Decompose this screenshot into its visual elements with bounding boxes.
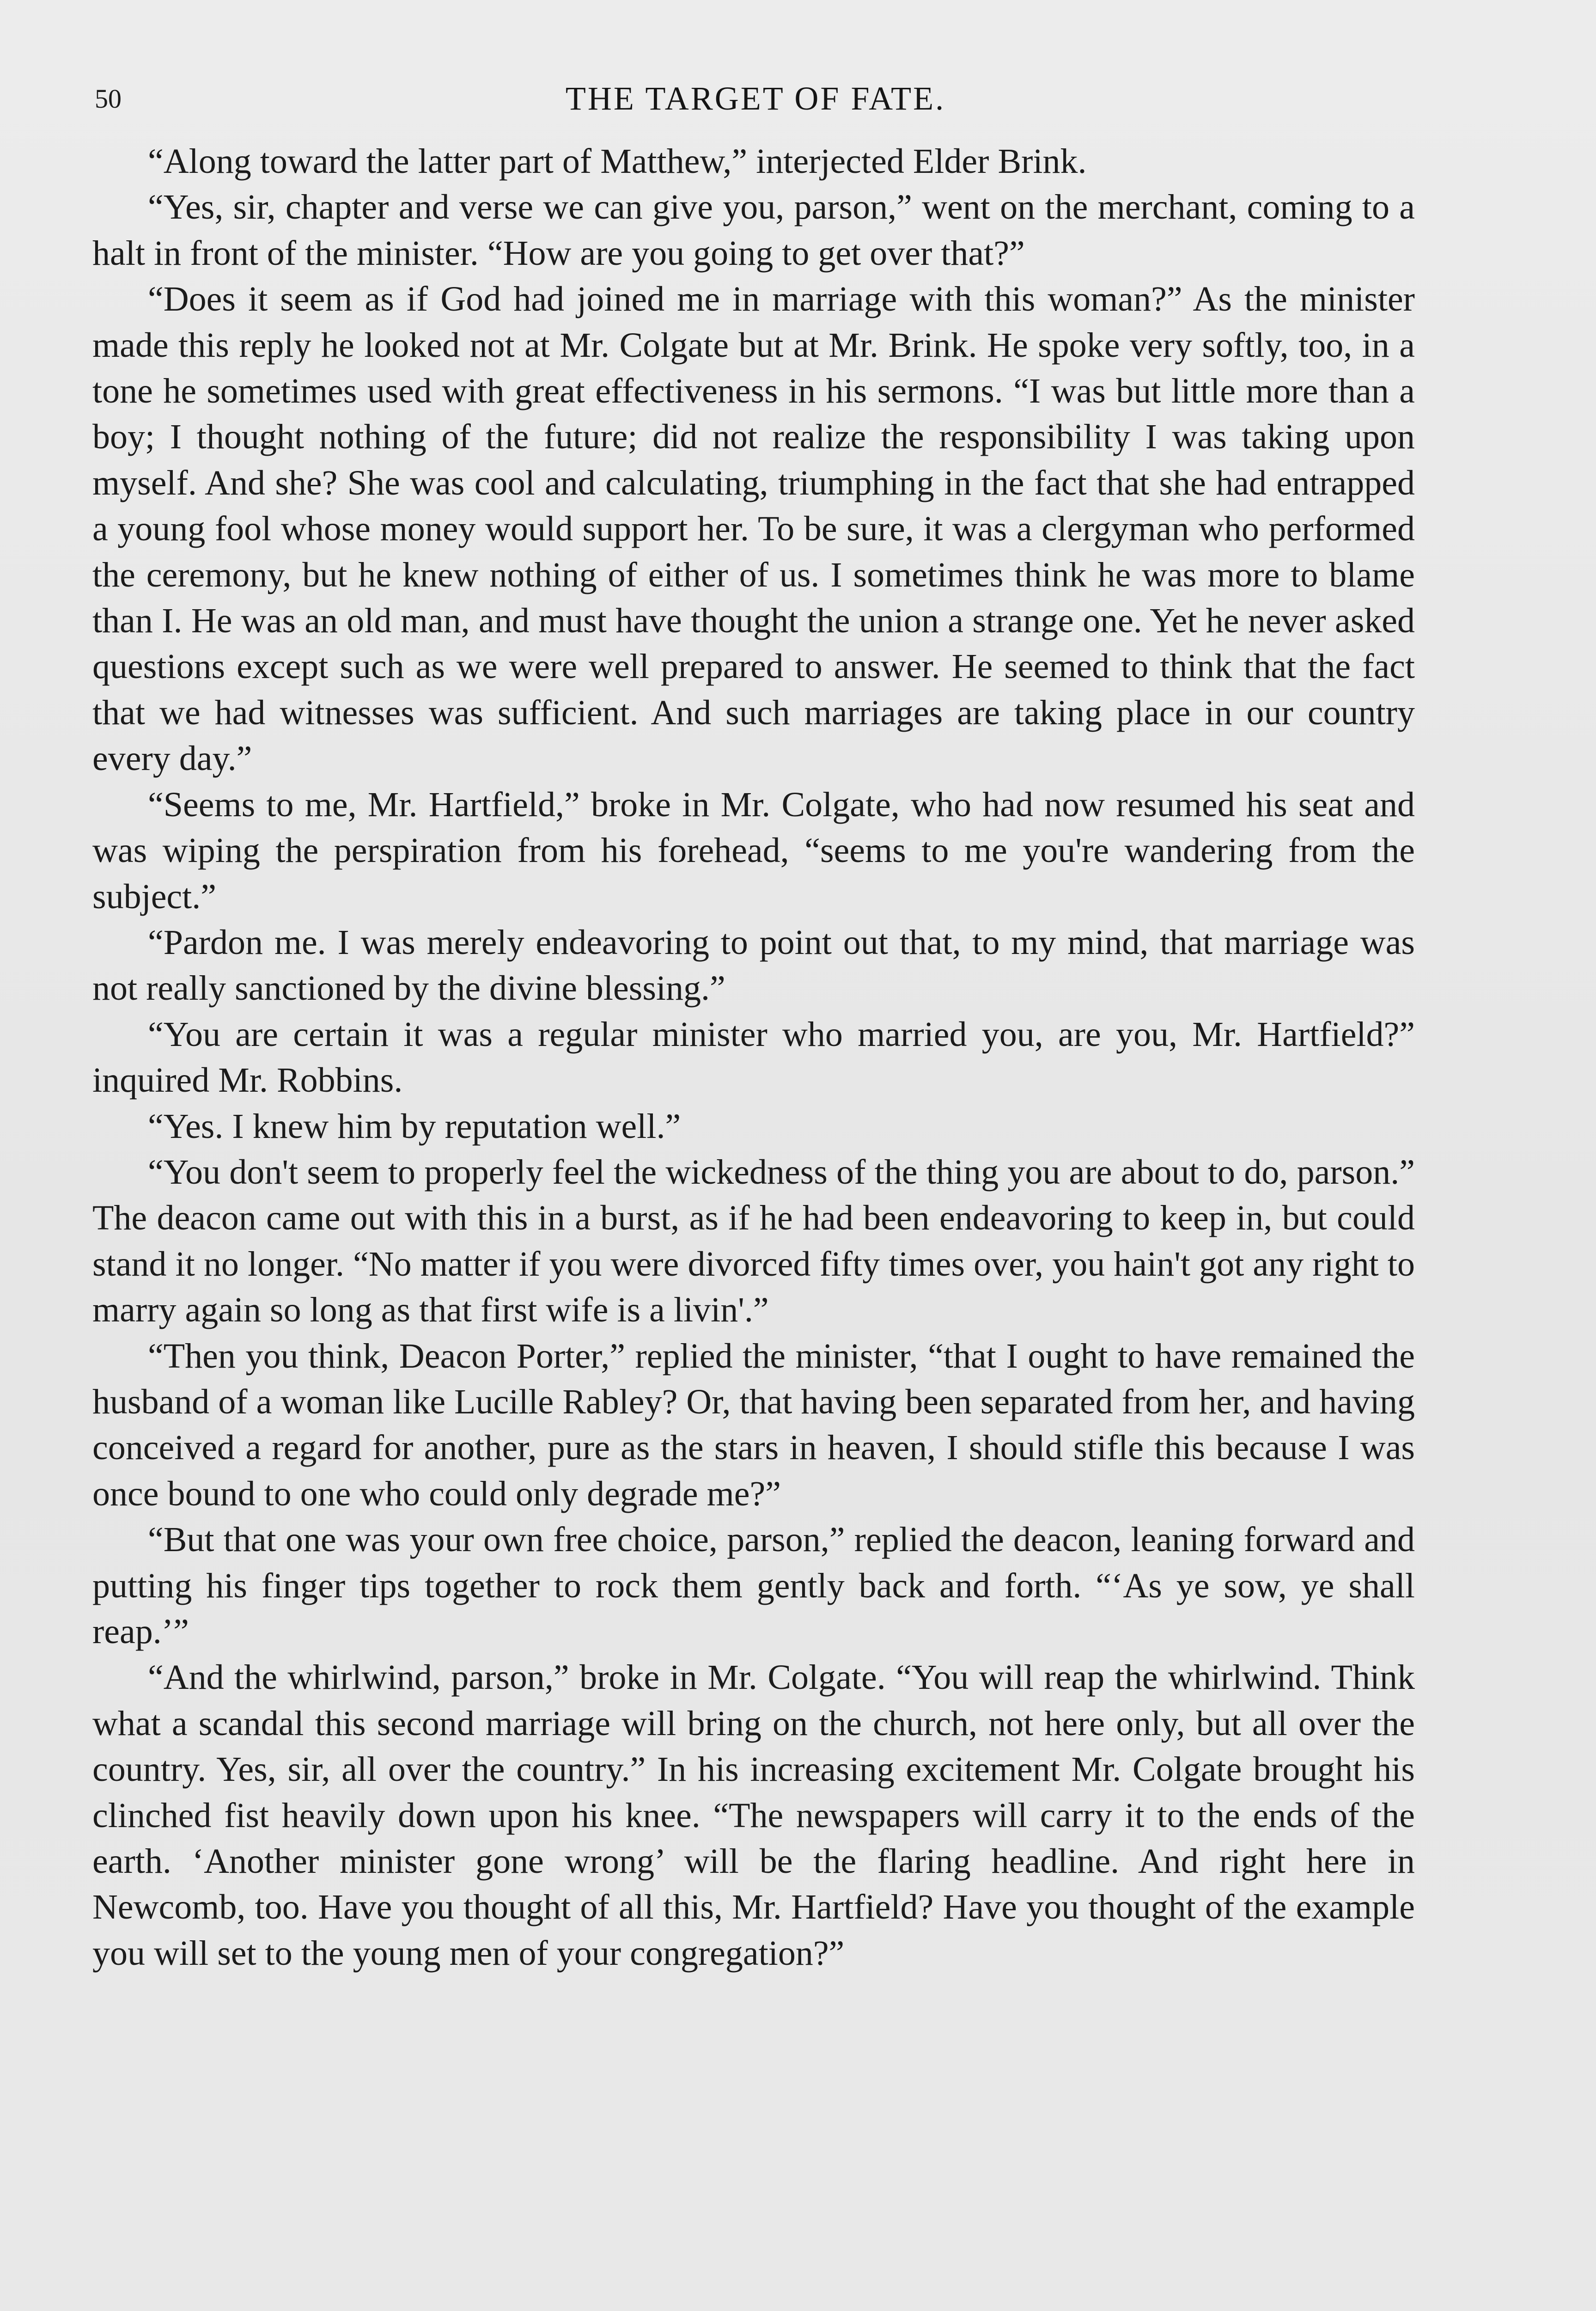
paragraph: “You are certain it was a regular minister who married you, are you, Mr. Hartfield?” inquired Mr. Robbins. [92, 1015, 1415, 1100]
page-header [95, 74, 1416, 129]
paragraph: “Does it seem as if God had joined me in marriage with this woman?” As the minister made this reply he looked not at Mr. Colgate but at Mr. Brink. He spoke very softly, too, in a tone he sometimes used with great effectiveness in his sermons. “I was but little more than a boy; I thought nothing of the future; did not realize the responsibility I was taking upon myself. And she? She was cool and calculating, triumphing in the fact that she had entrapped a young fool whose money would support her. To be sure, it was a clergyman who performed the ceremony, but he knew nothing of either of us. I sometimes think he was more to blame than I. He was an old man, and must have thought the union a strange one. Yet he never asked questions except such as we were well prepared to answer. He seemed to think that the fact that we had witnesses was sufficient. And such marriages are taking place in our country every day.” [92, 280, 1415, 778]
paragraph: “And the whirlwind, parson,” broke in Mr. Colgate. “You will reap the whirlwind. Think what a scandal this second marriage will bring on the church, not here only, but all over the country. Yes, sir, all over the country.” In his increasing excitement Mr. Colgate brought his clinched fist heavily down upon his knee. “The newspapers will carry it to the ends of the earth. ‘Another minister gone wrong’ will be the flaring headline. And right here in Newcomb, too. Have you thought of all this, Mr. Hartfield? Have you thought of the example you will set to the young men of your congregation?” [92, 1658, 1415, 1973]
paragraph: “Along toward the latter part of Matthew,” interjected Elder Brink. [148, 142, 1087, 181]
paragraph: “Seems to me, Mr. Hartfield,” broke in Mr. Colgate, who had now resumed his seat and was wiping the perspiration from his forehead, “seems to me you're wandering from the subject.” [92, 785, 1415, 916]
paragraph: “Pardon me. I was merely endeavoring to point out that, to my mind, that marriage was not really sanctioned by the divine blessing.” [92, 923, 1415, 1008]
paragraph: “But that one was your own free choice, parson,” replied the deacon, leaning forward and putting his finger tips together to rock them gently back and forth. “‘As ye sow, ye shall reap.’” [92, 1520, 1415, 1651]
paragraph: “Yes. I knew him by reputation well.” [148, 1107, 681, 1146]
running-title: THE TARGET OF FATE. [565, 80, 946, 117]
paragraph: “Then you think, Deacon Porter,” replied the minister, “that I ought to have remained the husband of a woman like Lucille Rabley? Or, that having been separated from her, and having conceived a regard for another, pure as the stars in heaven, I should stifle this because I was once bound to one who could only degrade me?” [92, 1336, 1415, 1513]
page-number: 50 [95, 84, 122, 114]
body-text [92, 139, 1415, 1976]
paragraph: “Yes, sir, chapter and verse we can give you, parson,” went on the merchant, coming to a halt in front of the minister. “How are you going to get over that?” [92, 188, 1415, 273]
paragraph: “You don't seem to properly feel the wickedness of the thing you are about to do, parson.” The deacon came out with this in a burst, as if he had been endeavoring to keep in, but could stand it no longer. “No matter if you were divorced fifty times over, you hain't got any right to marry again so long as that first wife is a livin'.” [92, 1152, 1415, 1330]
